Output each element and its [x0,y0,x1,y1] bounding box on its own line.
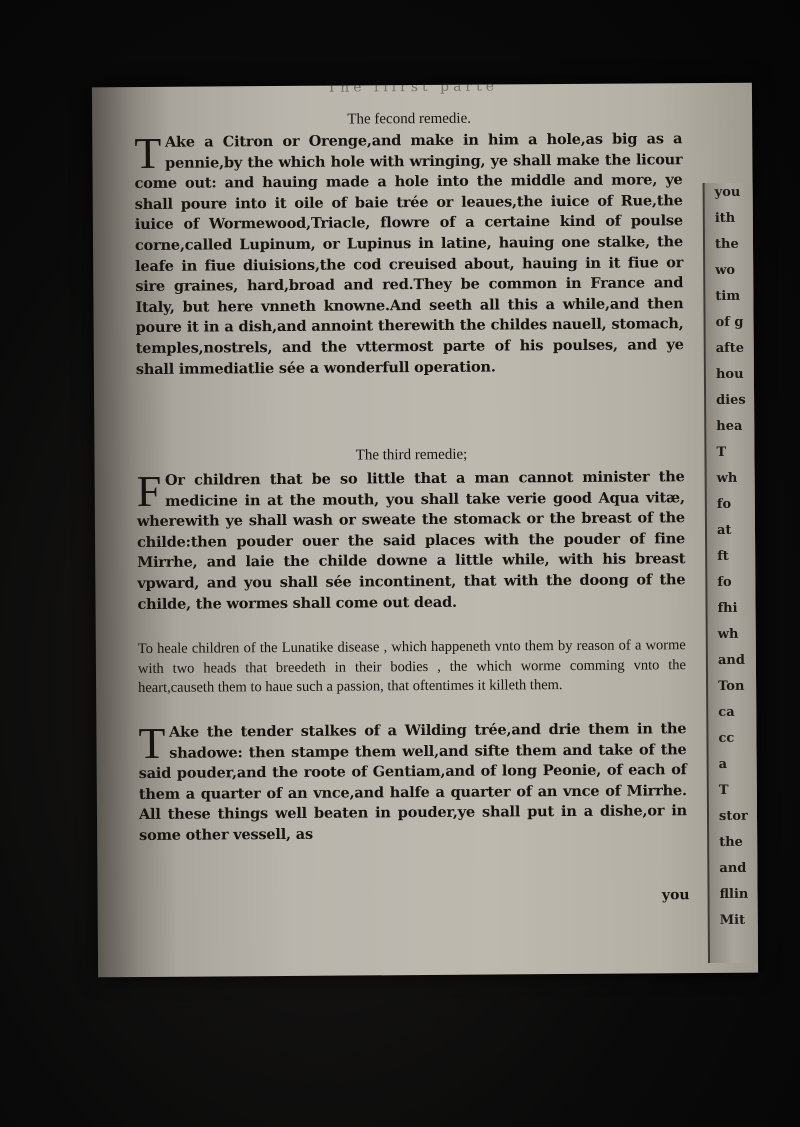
margin-fragment: of g [715,314,744,330]
drop-cap: F [136,466,162,517]
margin-fragment: hea [716,418,743,434]
catchword: you [661,887,690,904]
margin-fragment: cc [718,730,735,746]
margin-fragment: fhi [717,600,738,616]
paragraph-text: Or children that be so little that a man cannot minister the medicine in at the mouth, you shall take verie good Aqua vitæ, wherewith ye shall wash or sweate the stomack or the breast of the childe:then pouder ouer the said places with the pouder of fine Mirrhe, and laie the childe downe a little while, with his breast vpward, and you shall sée incontinent, that with the doong of the childe, the wormes shall come out dead. [136,468,686,613]
margin-fragment: wh [717,626,739,642]
remedy-paragraph [137,467,686,636]
margin-fragment: fllin [719,886,749,902]
lunatike-heading: To heale children of the Lunatike disease , which happeneth vnto them by reason of a worme with two heads that breedeth in their bodies , the which worme comming vnto the heart,causeth them to haue such a passion, that oftentimes it killeth them. [137,637,687,697]
margin-fragment: fo [716,496,732,512]
paragraph-text: Ake the tender stalkes of a Wilding trée,and drie them in the shadowe: then stampe them well,and sifte them and take of the said pouder,and the roote of Gentiam,and of long Peonie, of each of them a quarter of an vnce,and halfe a quarter of an vnce of Mirrhe. All these things well beaten in pouder,ye shall put in a dishe,or in some other vessell, as [138,720,688,844]
margin-fragment: fo [717,574,732,590]
margin-fragment: tim [715,288,741,304]
margin-fragment: T [716,444,727,460]
margin-fragment: wh [716,470,738,486]
margin-fragment: at [716,522,732,538]
margin-fragment: afte [715,340,745,356]
book-page [92,78,758,978]
running-head: The fiirst parte [326,78,499,96]
margin-fragment: you [714,184,741,200]
margin-fragment: the [714,236,739,252]
margin-fragment: Ton [718,678,745,694]
margin-fragment: ft [717,548,729,564]
facing-page-edge [703,183,758,963]
margin-fragment: Mit [719,912,746,928]
margin-fragment: ca [718,704,735,720]
margin-fragment: dies [716,392,746,408]
remedy-paragraph [134,129,684,443]
drop-cap: T [138,718,166,769]
margin-fragment: hou [715,366,744,382]
margin-fragment: and [719,860,747,876]
margin-fragment: T [718,782,729,798]
remedy-paragraph [138,719,687,891]
margin-fragment: a [718,756,728,772]
margin-fragment: ith [714,210,736,226]
margin-fragment: the [719,834,743,850]
section-heading: The third remedie; [355,446,468,464]
paragraph-text: Ake a Citron or Orenge,and make in him a hole,as big as a pennie,by the which hole with wringing, ye shall make the licour come out: and hauing made a hole into the middle and more, ye shall poure into it oile of baie trée or leaues,the iuice of Rue,the iuice of Wormewood,Triacle, flowre of a certaine kind of poulse corne,called Lupinum, or Lupinus in latine, hauing one stalke, the leafe in fiue diuisions,the cod creuised about, hauing in it fiue or sire graines, hard,broad and red.They be common in France and Italy, but here vnneth knowne.And seeth all this a while,and then poure it in a dish,and annoint therewith the childes nauell, stomach, temples,nostrels, and the vttermost parte of his poulses, and ye shall immediatlie sée a wonderfull operation. [134,130,684,378]
margin-fragment: stor [718,808,748,824]
margin-fragment: wo [715,262,736,278]
section-heading: The fecond remedie. [347,110,472,128]
drop-cap: T [134,128,162,179]
margin-fragment: and [717,652,745,668]
